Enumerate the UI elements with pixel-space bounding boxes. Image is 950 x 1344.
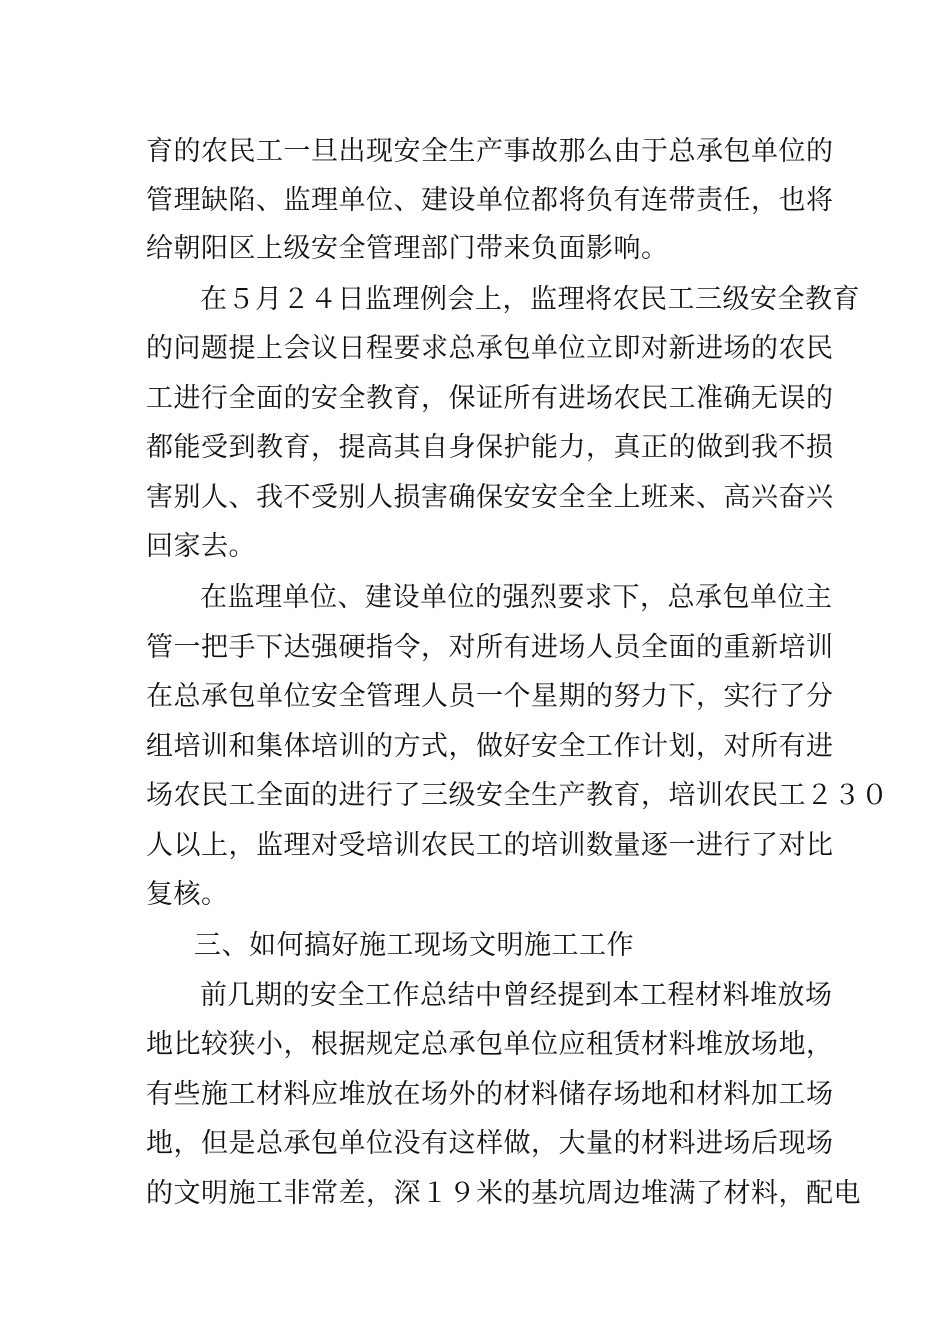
text-line: 场农民工全面的进行了三级安全生产教育，培训农民工２３０: [146, 780, 889, 811]
section-heading: 三、如何搞好施工现场文明施工工作: [194, 930, 634, 961]
text-line: 在总承包单位安全管理人员一个星期的努力下，实行了分: [146, 681, 834, 712]
text-line: 地比较狭小，根据规定总承包单位应租赁材料堆放场地，: [146, 1029, 834, 1060]
text-line: 有些施工材料应堆放在场外的材料储存场地和材料加工场: [146, 1079, 834, 1110]
text-line: 管一把手下达强硬指令，对所有进场人员全面的重新培训: [146, 632, 834, 663]
text-line: 复核。: [146, 879, 229, 910]
text-line: 人以上，监理对受培训农民工的培训数量逐一进行了对比: [146, 830, 834, 861]
paragraph-start-line: 在５月２４日监理例会上，监理将农民工三级安全教育: [200, 284, 860, 315]
paragraph-start-line: 前几期的安全工作总结中曾经提到本工程材料堆放场: [200, 980, 833, 1011]
paragraph-start-line: 在监理单位、建设单位的强烈要求下，总承包单位主: [200, 582, 833, 613]
text-line: 管理缺陷、监理单位、建设单位都将负有连带责任，也将: [146, 185, 834, 216]
text-line: 的问题提上会议日程要求总承包单位立即对新进场的农民: [146, 333, 834, 364]
text-line: 给朝阳区上级安全管理部门带来负面影响。: [146, 233, 669, 264]
text-line: 害别人、我不受别人损害确保安安全全上班来、高兴奋兴: [146, 482, 834, 513]
text-line: 组培训和集体培训的方式，做好安全工作计划，对所有进: [146, 731, 834, 762]
text-line: 育的农民工一旦出现安全生产事故那么由于总承包单位的: [146, 136, 834, 167]
text-line: 回家去。: [146, 531, 256, 562]
text-line: 的文明施工非常差，深１９米的基坑周边堆满了材料，配电: [146, 1178, 861, 1209]
text-line: 都能受到教育，提高其自身保护能力，真正的做到我不损: [146, 432, 834, 463]
text-line: 工进行全面的安全教育，保证所有进场农民工准确无误的: [146, 383, 834, 414]
text-line: 地，但是总承包单位没有这样做，大量的材料进场后现场: [146, 1128, 834, 1159]
